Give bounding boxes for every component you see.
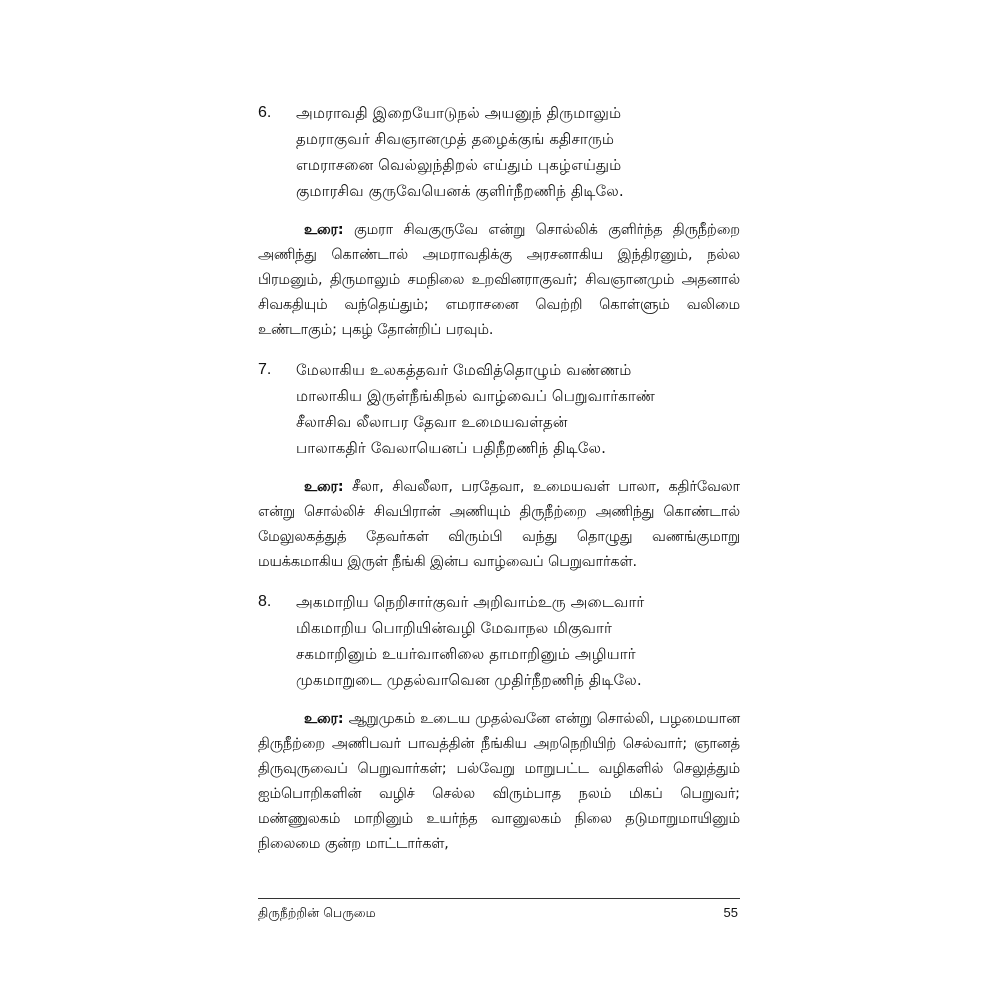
commentary-8 (258, 707, 740, 857)
page-body (258, 100, 740, 871)
page-number: 55 (723, 905, 738, 920)
commentary-text: ஆறுமுகம் உடைய முதல்வனே என்று சொல்லி, பழமையான திருநீற்றை அணிபவர் பாவத்தின் நீங்கிய அறநெறியிற் செல்வார்; ஞானத் திருவுருவைப் பெறுவார்கள்; பல்வேறு மாறுபட்ட வழிகளில் செலுத்தும் ஐம்பொறிகளின் வழிச் செல்ல விரும்பாத நலம் மிகப் பெறுவர்; மண்ணுலகம் மாறினும் உயர்ந்த வானுலகம் நிலை தடுமாறுமாயினும் நிலைமை குன்ற மாட்டார்கள், (258, 711, 740, 852)
verse-line: முகமாறுடை முதல்வாவென முதிர்நீறணிந் திடிலே. (296, 671, 642, 689)
verse-number: 7. (258, 361, 272, 378)
running-title: திருநீற்றின் பெருமை (258, 905, 376, 920)
commentary-text: குமரா சிவகுருவே என்று சொல்லிக் குளிர்ந்த திருநீற்றை அணிந்து கொண்டால் அமராவதிக்கு அரசனாகிய இந்திரனும், நல்ல பிரமனும், திருமாலும் சமநிலை உறவினராகுவர்; சிவஞானமும் அதனால் சிவகதியும் வந்தெய்தும்; எமராசனை வெற்றி கொள்ளும் வலிமை உண்டாகும்; புகழ் தோன்றிப் பரவும். (258, 222, 741, 338)
verse-line: சகமாறினும் உயர்வானிலை தாமாறினும் அழியார் (296, 645, 636, 663)
verse-number: 8. (258, 593, 272, 610)
verse-line: அகமாறிய நெறிசார்குவர் அறிவாம்உரு அடைவார் (296, 593, 645, 611)
verse-8 (258, 589, 740, 693)
commentary-7 (258, 475, 740, 575)
commentary-label: உரை: (304, 222, 344, 238)
commentary-6 (258, 218, 740, 343)
verse-number: 6. (258, 104, 272, 121)
verse-7 (258, 357, 740, 461)
verse-line: சீலாசிவ லீலாபர தேவா உமையவள்தன் (296, 413, 568, 431)
verse-line: பாலாகதிர் வேலாயெனப் பதிநீறணிந் திடிலே. (296, 439, 606, 457)
verse-6 (258, 100, 740, 204)
verse-line: மிகமாறிய பொறியின்வழி மேவாநல மிகுவார் (296, 619, 612, 637)
verse-line: தமராகுவர் சிவஞானமுத் தழைக்குங் கதிசாரும் (296, 130, 615, 148)
verse-line: மேலாகிய உலகத்தவர் மேவித்தொழும் வண்ணம் (296, 361, 632, 379)
commentary-text: சீலா, சிவலீலா, பரதேவா, உமையவள் பாலா, கதிர்வேலா என்று சொல்லிச் சிவபிரான் அணியும் திருநீற்றை அணிந்து கொண்டால் மேலுலகத்துத் தேவர்கள் விரும்பி வந்து தொழுது வணங்குமாறு மயக்கமாகிய இருள் நீங்கி இன்ப வாழ்வைப் பெறுவார்கள். (258, 479, 740, 570)
commentary-label: உரை: (304, 711, 344, 727)
verse-line: அமராவதி இறையோடுநல் அயனுந் திருமாலும் (296, 104, 622, 122)
verse-line: குமாரசிவ குருவேயெனக் குளிர்நீறணிந் திடிலே. (296, 182, 624, 200)
page-footer (258, 898, 740, 922)
commentary-label: உரை: (304, 479, 344, 495)
verse-line: மாலாகிய இருள்நீங்கிநல் வாழ்வைப் பெறுவார்காண் (296, 387, 656, 405)
verse-line: எமராசனை வெல்லுந்திறல் எய்தும் புகழ்எய்தும் (296, 156, 622, 174)
